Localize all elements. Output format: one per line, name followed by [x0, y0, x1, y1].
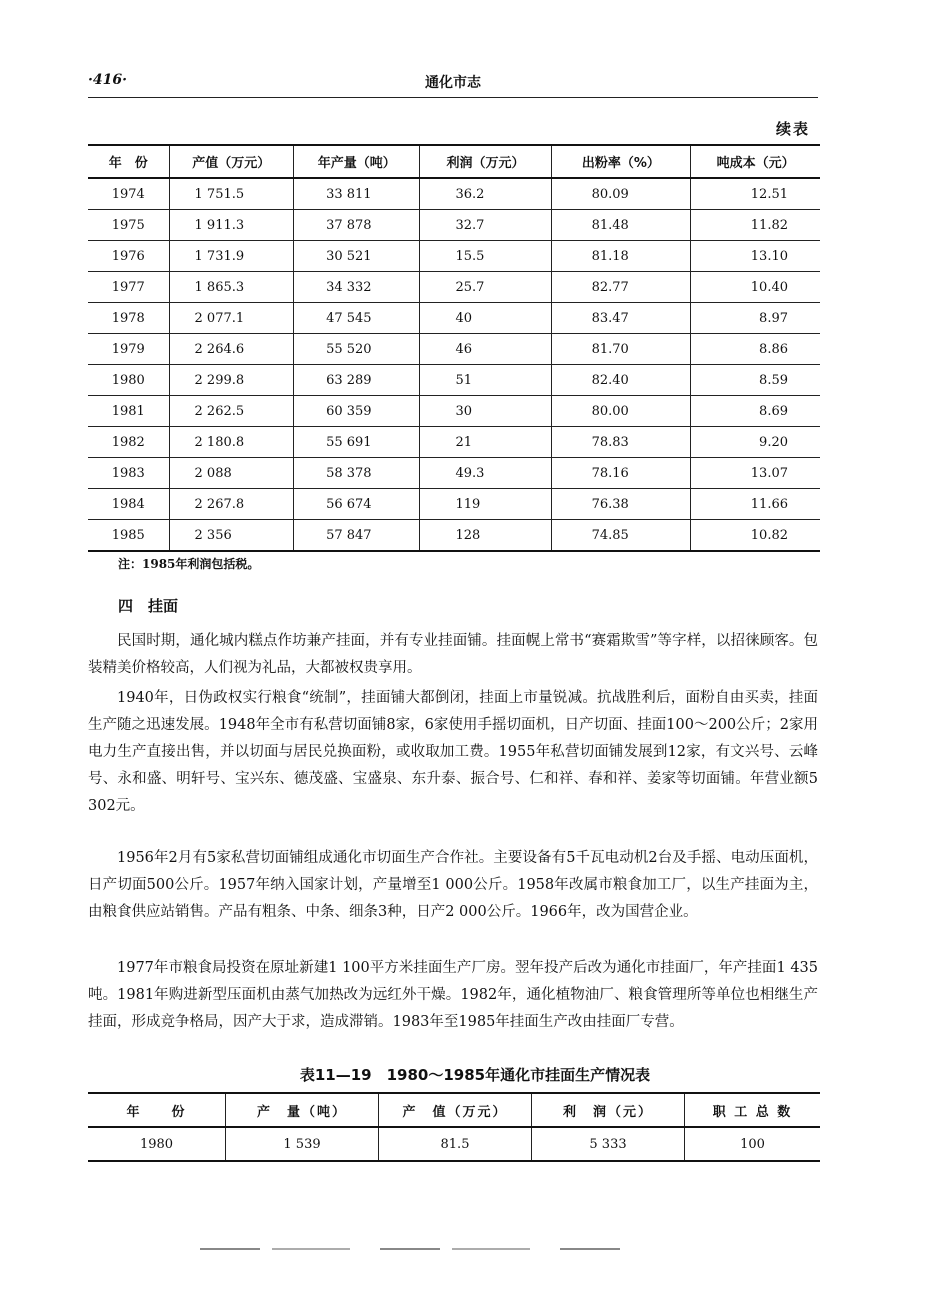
cell-annual-output: 56 674	[294, 489, 420, 520]
table-row	[88, 303, 820, 334]
cell-output-value: 2 077.1	[169, 303, 294, 334]
table-row	[88, 334, 820, 365]
table-header-row	[88, 145, 820, 178]
table-header-row	[88, 1093, 820, 1127]
cell-annual-output: 47 545	[294, 303, 420, 334]
cell-annual-output: 63 289	[294, 365, 420, 396]
col-header-output-value: 产值（万元）	[169, 145, 294, 178]
header-rule	[88, 97, 818, 98]
table-row	[88, 396, 820, 427]
cell-profit: 128	[420, 520, 551, 552]
running-title: 通化市志	[425, 75, 481, 91]
cell-profit: 15.5	[420, 241, 551, 272]
cell-profit: 32.7	[420, 210, 551, 241]
cell-cost-per-ton: 8.59	[691, 365, 820, 396]
cell-cost-per-ton: 13.10	[691, 241, 820, 272]
cell-profit: 51	[420, 365, 551, 396]
cell-output-value: 2 356	[169, 520, 294, 552]
cell-annual-output: 33 811	[294, 178, 420, 210]
cell-year: 1982	[88, 427, 169, 458]
cell-flour-rate: 76.38	[551, 489, 691, 520]
cell-annual-output: 37 878	[294, 210, 420, 241]
table-row	[88, 365, 820, 396]
cell-year: 1979	[88, 334, 169, 365]
cell-cost-per-ton: 12.51	[691, 178, 820, 210]
cell-year: 1978	[88, 303, 169, 334]
cell-value: 81.5	[379, 1127, 532, 1161]
cell-output-value: 2 180.8	[169, 427, 294, 458]
flour-production-table	[88, 144, 820, 552]
col-header-profit: 利 润（元）	[532, 1093, 685, 1127]
table-title: 表11—19 1980～1985年通化市挂面生产情况表	[299, 1066, 651, 1084]
col-header-annual-output: 年产量（吨）	[294, 145, 420, 178]
cell-flour-rate: 83.47	[551, 303, 691, 334]
cell-annual-output: 60 359	[294, 396, 420, 427]
table-row	[88, 427, 820, 458]
table-row	[88, 520, 820, 552]
cell-output-value: 1 731.9	[169, 241, 294, 272]
section-heading: 四 挂面	[118, 597, 179, 615]
cell-profit: 5 333	[532, 1127, 685, 1161]
cell-year: 1980	[88, 365, 169, 396]
cell-flour-rate: 81.48	[551, 210, 691, 241]
paragraph: 民国时期，通化城内糕点作坊兼产挂面，并有专业挂面铺。挂面幌上常书“赛霜欺雪”等字样，以招徕顾客。包装精美价格较高，人们视为礼品，大都被权贵享用。	[88, 633, 818, 676]
cell-year: 1985	[88, 520, 169, 552]
col-header-cost-per-ton: 吨成本（元）	[691, 145, 820, 178]
table-row	[88, 178, 820, 210]
paragraph: 1977年市粮食局投资在原址新建1 100平方米挂面生产厂房。翌年投产后改为通化市挂面厂，年产挂面1 435吨。1981年购进新型压面机由蒸气加热改为远红外干燥。1982年，通化植物油厂、粮食管理所等单位也相继生产挂面，形成竞争格局，因产大于求，造成滞销。1983年至1985年挂面生产改由挂面厂专营。	[88, 960, 818, 1030]
cell-flour-rate: 82.40	[551, 365, 691, 396]
col-header-value: 产 值（万元）	[379, 1093, 532, 1127]
cell-year: 1977	[88, 272, 169, 303]
col-header-year: 年 份	[88, 1093, 226, 1127]
cell-profit: 36.2	[420, 178, 551, 210]
cell-output-value: 2 264.6	[169, 334, 294, 365]
col-header-profit: 利润（万元）	[420, 145, 551, 178]
table-row	[88, 210, 820, 241]
cell-profit: 119	[420, 489, 551, 520]
page-number: ·416·	[88, 72, 127, 88]
cell-year: 1980	[88, 1127, 226, 1161]
cell-cost-per-ton: 9.20	[691, 427, 820, 458]
table-row	[88, 1127, 820, 1161]
cell-cost-per-ton: 10.40	[691, 272, 820, 303]
cell-staff: 100	[685, 1127, 821, 1161]
cell-flour-rate: 78.83	[551, 427, 691, 458]
cell-flour-rate: 80.00	[551, 396, 691, 427]
cell-output-value: 1 865.3	[169, 272, 294, 303]
paragraph: 1940年，日伪政权实行粮食“统制”，挂面铺大都倒闭，挂面上市量锐减。抗战胜利后，面粉自由买卖，挂面生产随之迅速发展。1948年全市有私营切面铺8家，6家使用手摇切面机，日产切面、挂面100～200公斤；2家用电力生产直接出售，并以切面与居民兑换面粉，或收取加工费。1955年私营切面铺发展到12家，有文兴号、云峰号、永和盛、明轩号、宝兴东、德茂盛、宝盛泉、东升泰、振合号、仁和祥、春和祥、姜家等切面铺。年营业额5 302元。	[88, 690, 818, 814]
cell-annual-output: 57 847	[294, 520, 420, 552]
noodle-production-table	[88, 1092, 820, 1162]
cell-cost-per-ton: 8.86	[691, 334, 820, 365]
col-header-staff: 职 工 总 数	[685, 1093, 821, 1127]
cell-annual-output: 55 691	[294, 427, 420, 458]
cell-profit: 30	[420, 396, 551, 427]
table-note: 注：1985年利润包括税。	[118, 557, 260, 571]
cell-profit: 49.3	[420, 458, 551, 489]
table-row	[88, 458, 820, 489]
table-row	[88, 489, 820, 520]
paragraph: 1956年2月有5家私营切面铺组成通化市切面生产合作社。主要设备有5千瓦电动机2台及手摇、电动压面机，日产切面500公斤。1957年纳入国家计划，产量增至1 000公斤。1958年改属市粮食加工厂，以生产挂面为主，由粮食供应站销售。产品有粗条、中条、细条3种，日产2 000公斤。1966年，改为国营企业。	[88, 850, 818, 920]
cell-annual-output: 34 332	[294, 272, 420, 303]
cell-cost-per-ton: 10.82	[691, 520, 820, 552]
cell-cost-per-ton: 8.69	[691, 396, 820, 427]
cell-annual-output: 30 521	[294, 241, 420, 272]
cell-cost-per-ton: 11.66	[691, 489, 820, 520]
col-header-flour-rate: 出粉率（%）	[551, 145, 691, 178]
table-row	[88, 272, 820, 303]
cell-year: 1983	[88, 458, 169, 489]
cell-profit: 25.7	[420, 272, 551, 303]
cell-flour-rate: 82.77	[551, 272, 691, 303]
cell-year: 1981	[88, 396, 169, 427]
col-header-output: 产 量（吨）	[226, 1093, 379, 1127]
cell-output-value: 2 267.8	[169, 489, 294, 520]
cell-output-value: 2 088	[169, 458, 294, 489]
cell-year: 1975	[88, 210, 169, 241]
cell-profit: 21	[420, 427, 551, 458]
cell-year: 1974	[88, 178, 169, 210]
col-header-year: 年 份	[88, 145, 169, 178]
cell-profit: 46	[420, 334, 551, 365]
continued-table-label: 续表	[775, 120, 810, 138]
cell-cost-per-ton: 8.97	[691, 303, 820, 334]
cell-flour-rate: 74.85	[551, 520, 691, 552]
cell-year: 1984	[88, 489, 169, 520]
scan-artifact-line	[200, 1248, 630, 1250]
table-row	[88, 241, 820, 272]
cell-output: 1 539	[226, 1127, 379, 1161]
cell-annual-output: 58 378	[294, 458, 420, 489]
cell-annual-output: 55 520	[294, 334, 420, 365]
cell-output-value: 2 262.5	[169, 396, 294, 427]
cell-flour-rate: 78.16	[551, 458, 691, 489]
cell-flour-rate: 81.70	[551, 334, 691, 365]
cell-profit: 40	[420, 303, 551, 334]
page-header	[88, 70, 818, 94]
cell-flour-rate: 80.09	[551, 178, 691, 210]
cell-year: 1976	[88, 241, 169, 272]
cell-output-value: 1 751.5	[169, 178, 294, 210]
cell-flour-rate: 81.18	[551, 241, 691, 272]
cell-cost-per-ton: 13.07	[691, 458, 820, 489]
cell-output-value: 1 911.3	[169, 210, 294, 241]
cell-output-value: 2 299.8	[169, 365, 294, 396]
cell-cost-per-ton: 11.82	[691, 210, 820, 241]
